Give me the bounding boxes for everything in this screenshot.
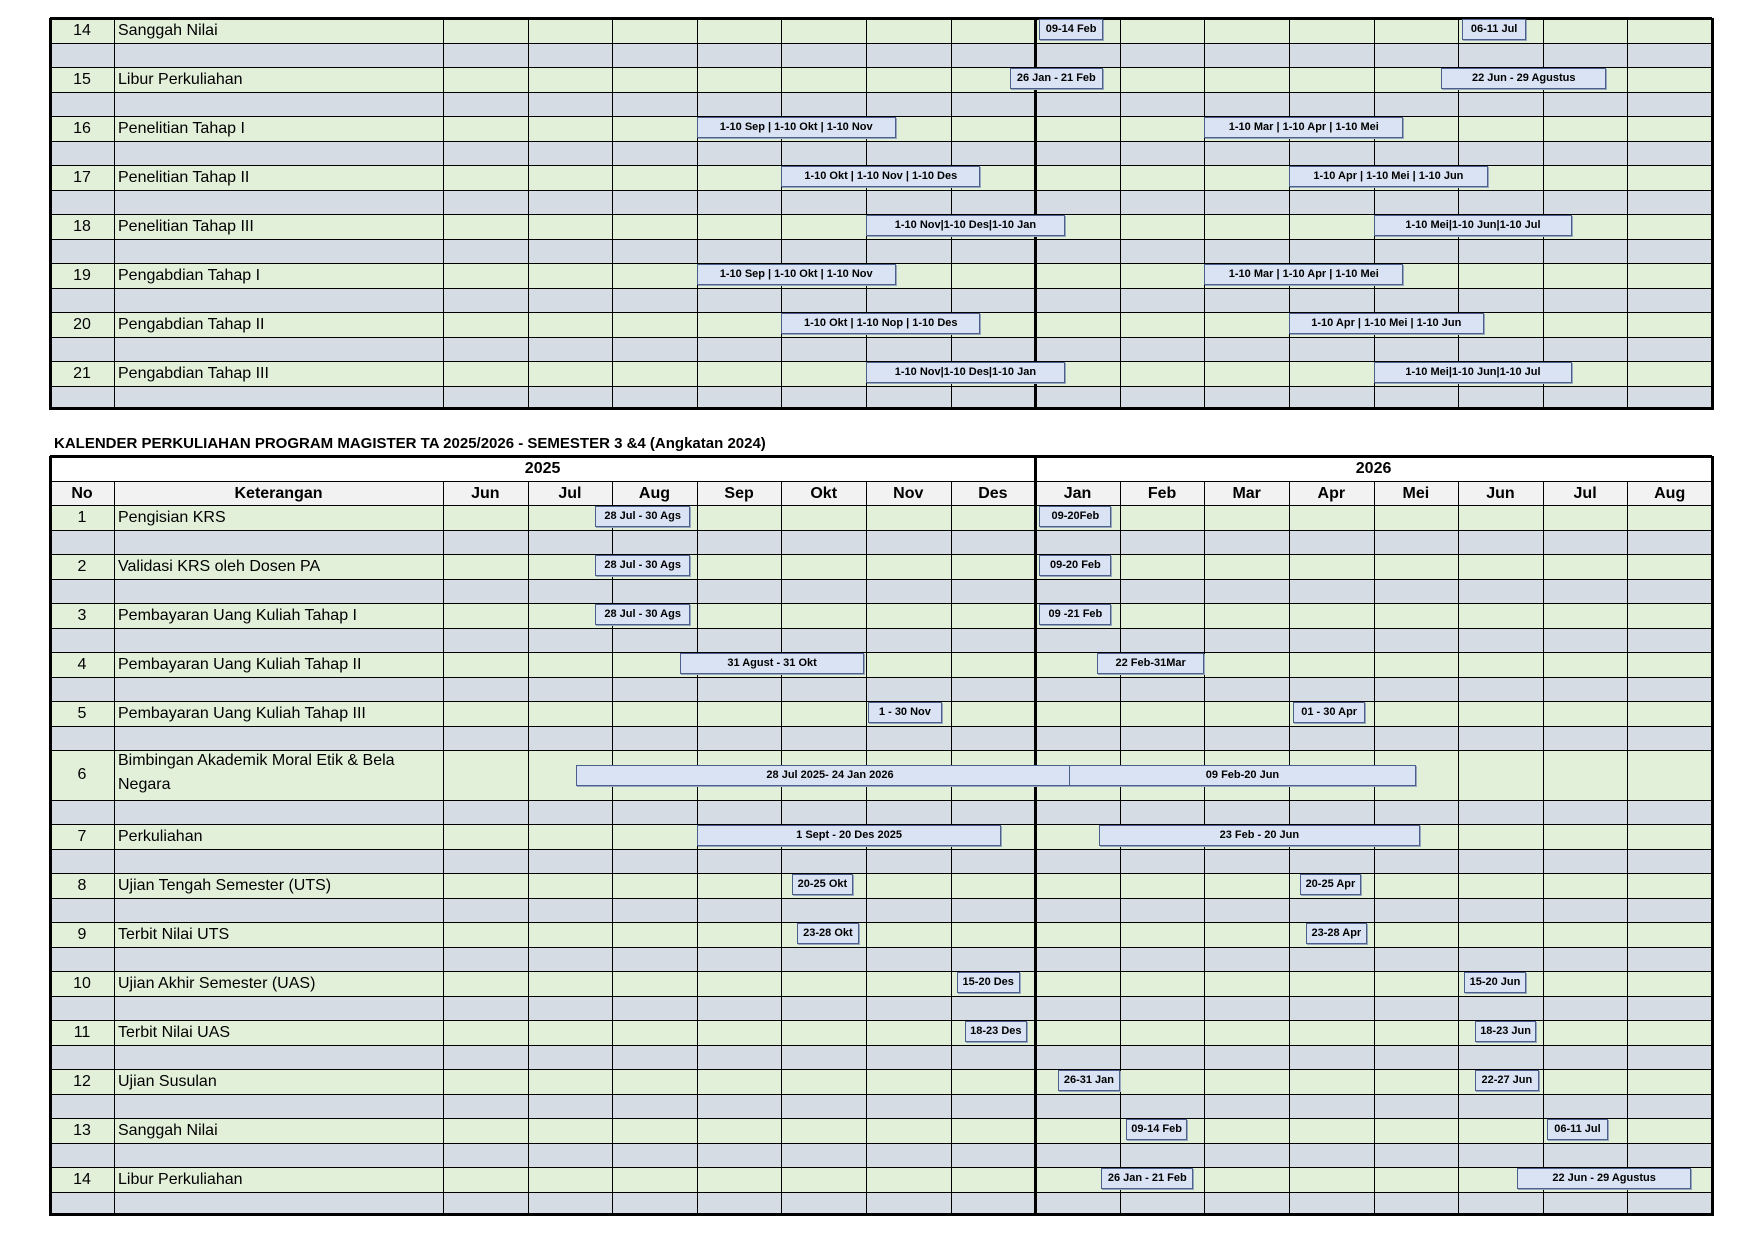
month-header: Jan [1063,485,1092,502]
month-header: Aug [638,485,671,502]
bottom-event-bar: 31 Agust - 31 Okt [680,653,864,674]
bottom-gap-row [50,1094,1712,1118]
bottom-row-no: 4 [77,655,87,673]
row-divider [50,530,1712,531]
bottom-event-bar: 09-20Feb [1039,506,1111,527]
bottom-event-bar: 09-20 Feb [1039,555,1111,576]
top-row-no: 21 [73,364,91,382]
bottom-row-label: Ujian Susulan [118,1072,217,1090]
bottom-row-no: 10 [73,974,91,992]
month-header: Jul [558,485,582,502]
top-row-label: Penelitian Tahap I [118,119,245,137]
top-event-bar: 26 Jan - 21 Feb [1010,68,1103,89]
bottom-gap-row [50,947,1712,971]
top-event-bar: 22 Jun - 29 Agustus [1441,68,1606,89]
bottom-gap-row [50,628,1712,652]
top-event-bar: 1-10 Nov|1-10 Des|1-10 Jan [866,215,1065,236]
month-header: Des [978,485,1008,502]
table-border-right [1711,18,1714,410]
bottom-event-bar: 23-28 Apr [1306,923,1367,944]
month-divider [1374,481,1375,1216]
bottom-row-label: Pembayaran Uang Kuliah Tahap III [118,704,366,722]
bottom-gap-row [50,800,1712,824]
table-bottom-border [50,1213,1712,1216]
bottom-row-label: Ujian Akhir Semester (UAS) [118,974,316,992]
top-row-label: Pengabdian Tahap II [118,315,265,333]
col-no-header: No [71,485,93,502]
top-event-bar: 1-10 Okt | 1-10 Nov | 1-10 Des [781,166,980,187]
row-divider [50,43,1712,44]
top-event-bar: 1-10 Mar | 1-10 Apr | 1-10 Mei [1204,264,1403,285]
top-event-bar: 09-14 Feb [1039,19,1102,40]
bottom-event-bar: 15-20 Jun [1464,972,1526,993]
row-divider [50,849,1712,850]
col-divider [114,481,115,1216]
header-divider [50,481,1712,482]
top-event-bar: 1-10 Mei|1-10 Jun|1-10 Jul [1374,362,1573,383]
month-divider [1034,481,1037,1216]
bottom-event-bar: 22 Feb-31Mar [1097,653,1204,674]
table-border-right [1711,456,1714,481]
table-border-left [49,481,52,1216]
month-header: Sep [724,485,754,502]
month-divider [1120,18,1121,410]
top-event-bar: 06-11 Jul [1462,19,1525,40]
row-divider [50,628,1712,629]
month-divider [528,18,529,410]
bottom-event-bar: 20-25 Apr [1300,874,1361,895]
bottom-event-bar: 22 Jun - 29 Agustus [1517,1168,1690,1189]
bottom-row-no: 6 [77,766,87,783]
row-divider [50,603,1712,604]
month-header: Mei [1402,485,1430,502]
bottom-row-label: Terbit Nilai UAS [118,1023,231,1041]
top-row-no: 19 [73,266,91,284]
bottom-event-bar: 26-31 Jan [1058,1070,1120,1091]
month-divider [1289,18,1290,410]
bottom-row-no: 5 [77,704,87,722]
row-divider [50,677,1712,678]
row-divider [50,922,1712,923]
row-divider [50,337,1712,338]
row-divider [50,386,1712,387]
bottom-row-label: Validasi KRS oleh Dosen PA [118,557,321,575]
month-header: Mar [1232,485,1261,502]
col-divider [443,18,444,410]
table-border-left [49,456,52,481]
bottom-event-bar: 09 Feb-20 Jun [1069,765,1416,786]
bottom-event-bar: 28 Jul - 30 Ags [595,555,690,576]
row-divider [50,898,1712,899]
bottom-event-bar: 1 Sept - 20 Des 2025 [697,825,1002,846]
month-divider [1458,481,1459,1216]
row-divider [50,1192,1712,1193]
bottom-row-no: 14 [73,1170,91,1188]
table-border-left [49,18,52,410]
month-divider [1120,481,1121,1216]
bottom-event-bar: 18-23 Des [965,1021,1027,1042]
row-divider [50,800,1712,801]
month-header: Apr [1317,485,1346,502]
row-divider [50,1094,1712,1095]
bottom-event-bar: 1 - 30 Nov [868,702,942,723]
month-header: Aug [1654,485,1686,502]
bottom-row-bg [50,1020,1712,1045]
table-bottom-border [50,407,1712,410]
bottom-event-bar: 01 - 30 Apr [1293,702,1365,723]
top-gap-row [50,288,1712,312]
top-row-no: 14 [73,21,91,39]
bottom-gap-row [50,996,1712,1020]
bottom-row-bg [50,505,1712,530]
month-header: Jun [471,485,500,502]
month-divider [951,18,952,410]
top-row-label: Sanggah Nilai [118,21,218,39]
month-header: Feb [1147,485,1177,502]
bottom-gap-row [50,898,1712,922]
bottom-row-no: 11 [73,1023,91,1041]
top-event-bar: 1-10 Mar | 1-10 Apr | 1-10 Mei [1204,117,1403,138]
bottom-row-label: Pembayaran Uang Kuliah Tahap I [118,606,357,624]
bottom-event-bar: 20-25 Okt [792,874,854,895]
month-header: Jul [1573,485,1597,502]
month-header: Nov [893,485,924,502]
month-header: Jun [1486,485,1515,502]
top-row-label: Libur Perkuliahan [118,70,243,88]
row-divider [50,873,1712,874]
bottom-event-bar: 23-28 Okt [797,923,860,944]
bottom-event-bar: 18-23 Jun [1475,1021,1536,1042]
month-divider [1289,481,1290,1216]
bottom-event-bar: 22-27 Jun [1475,1070,1538,1091]
row-divider [50,750,1712,751]
month-divider [781,18,782,410]
row-divider [50,652,1712,653]
year-divider [1034,456,1037,481]
bottom-row-label-cont: Negara [118,776,171,793]
row-divider [50,92,1712,93]
bottom-row-no: 9 [77,925,87,943]
top-row-no: 15 [73,70,91,88]
bottom-gap-row [50,726,1712,750]
bottom-row-label: Libur Perkuliahan [118,1170,243,1188]
table-top-border [50,455,1712,458]
month-divider [1627,18,1628,410]
row-divider [50,1069,1712,1070]
month-divider [697,18,698,410]
bottom-row-no: 13 [73,1121,91,1139]
top-gap-row [50,43,1712,67]
bottom-row-bg [50,1167,1712,1192]
bottom-gap-row [50,677,1712,701]
top-row-label: Pengabdian Tahap III [118,364,269,382]
row-divider [50,190,1712,191]
top-event-bar: 1-10 Nov|1-10 Des|1-10 Jan [866,362,1065,383]
month-header: Okt [810,485,838,502]
bottom-event-bar: 28 Jul - 30 Ags [595,506,690,527]
top-event-bar: 1-10 Sep | 1-10 Okt | 1-10 Nov [697,264,896,285]
year-2026: 2026 [1355,460,1392,477]
top-row-no: 16 [73,119,91,137]
row-divider [50,579,1712,580]
bottom-gap-row [50,849,1712,873]
row-divider [50,1118,1712,1119]
top-event-bar: 1-10 Apr | 1-10 Mei | 1-10 Jun [1289,313,1484,334]
bottom-row-no: 2 [77,557,87,575]
bottom-row-no: 12 [73,1072,91,1090]
month-divider [1627,481,1628,1216]
row-divider [50,141,1712,142]
bottom-row-label: Pengisian KRS [118,508,226,526]
row-divider [50,971,1712,972]
bottom-gap-row [50,1143,1712,1167]
bottom-row-label: Bimbingan Akademik Moral Etik & Bela [118,752,395,769]
month-divider [781,481,782,1216]
bottom-gap-row [50,579,1712,603]
bottom-row-label: Pembayaran Uang Kuliah Tahap II [118,655,362,673]
top-gap-row [50,92,1712,116]
bottom-gap-row [50,530,1712,554]
bottom-event-bar: 28 Jul - 30 Ags [595,604,690,625]
bottom-row-label: Terbit Nilai UTS [118,925,230,943]
col-divider [114,18,115,410]
bottom-row-label: Perkuliahan [118,827,203,845]
top-row-no: 20 [73,315,91,333]
bottom-row-bg [50,1069,1712,1094]
top-event-bar: 1-10 Mei|1-10 Jun|1-10 Jul [1374,215,1573,236]
row-divider [50,239,1712,240]
row-divider [50,288,1712,289]
top-event-bar: 1-10 Apr | 1-10 Mei | 1-10 Jun [1289,166,1488,187]
year-2025: 2025 [524,460,561,477]
row-divider [50,1167,1712,1168]
bottom-event-bar: 28 Jul 2025- 24 Jan 2026 [576,765,1084,786]
top-gap-row [50,239,1712,263]
month-divider [1204,18,1205,410]
bottom-event-bar: 26 Jan - 21 Feb [1101,1168,1193,1189]
month-divider [697,481,698,1216]
row-divider [50,1045,1712,1046]
bottom-row-bg [50,922,1712,947]
top-gap-row [50,141,1712,165]
bottom-gap-row [50,1045,1712,1069]
month-divider [1374,18,1375,410]
bottom-event-bar: 23 Feb - 20 Jun [1099,825,1420,846]
bottom-row-no: 3 [77,606,87,624]
top-row-no: 18 [73,217,91,235]
bottom-event-bar: 15-20 Des [957,972,1020,993]
top-row-label: Penelitian Tahap III [118,217,254,235]
top-event-bar: 1-10 Okt | 1-10 Nop | 1-10 Des [781,313,980,334]
month-divider [1543,481,1544,1216]
bottom-row-label: Sanggah Nilai [118,1121,218,1139]
bottom-row-label: Ujian Tengah Semester (UTS) [118,876,332,894]
row-divider [50,947,1712,948]
calendar-title: KALENDER PERKULIAHAN PROGRAM MAGISTER TA 2025/2026 - SEMESTER 3 &4 (Angkatan 2024) [54,435,766,452]
bottom-event-bar: 06-11 Jul [1547,1119,1608,1140]
table-border-right [1711,481,1714,1216]
month-divider [528,481,529,1216]
col-keterangan-header: Keterangan [234,485,323,502]
row-divider [50,1020,1712,1021]
bottom-row-no: 7 [77,827,87,845]
month-divider [951,481,952,1216]
bottom-event-bar: 09 -21 Feb [1039,604,1111,625]
month-divider [612,481,613,1216]
row-divider [50,996,1712,997]
bottom-row-bg [50,1118,1712,1143]
row-divider [50,554,1712,555]
month-divider [866,481,867,1216]
top-row-label: Penelitian Tahap II [118,168,250,186]
row-divider [50,726,1712,727]
row-divider [50,505,1712,506]
row-divider [50,1143,1712,1144]
bottom-event-bar: 09-14 Feb [1126,1119,1188,1140]
top-row-no: 17 [73,168,91,186]
month-divider [866,18,867,410]
top-row-label: Pengabdian Tahap I [118,266,261,284]
top-event-bar: 1-10 Sep | 1-10 Okt | 1-10 Nov [697,117,896,138]
top-gap-row [50,190,1712,214]
bottom-row-no: 1 [77,508,87,526]
bottom-row-no: 8 [77,876,87,894]
month-divider [612,18,613,410]
col-divider [443,481,444,1216]
top-gap-row [50,337,1712,361]
month-divider [1204,481,1205,1216]
